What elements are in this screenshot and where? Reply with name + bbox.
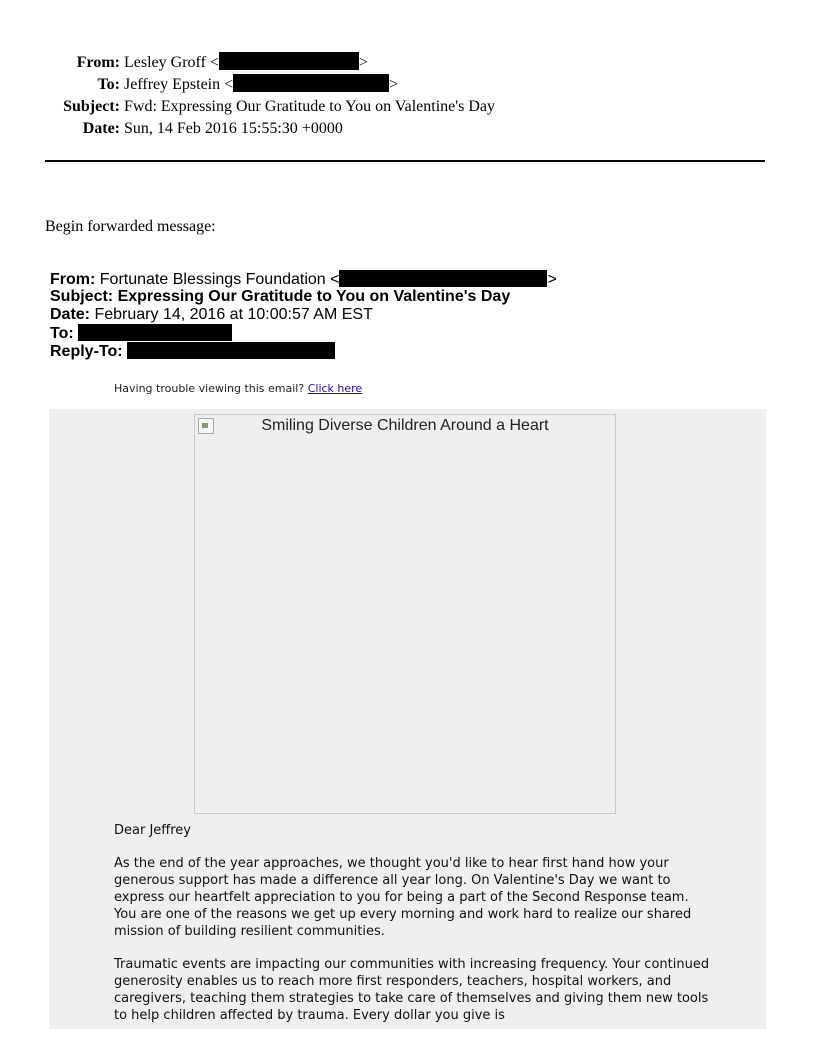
outer-date-value: Sun, 14 Feb 2016 15:55:30 +0000 (124, 120, 343, 137)
image-alt-text: Smiling Diverse Children Around a Heart (261, 417, 549, 434)
outer-to-row (0, 74, 816, 96)
trouble-viewing-line (114, 382, 362, 395)
outer-to-name: Jeffrey Epstein < (124, 76, 234, 93)
inner-from-label: From: (50, 271, 96, 288)
outer-email-header (0, 52, 816, 140)
outer-subject-label: Subject: (63, 98, 120, 115)
inner-date-label: Date: (50, 306, 91, 323)
inner-to-label: To: (50, 325, 74, 342)
outer-to-end: > (389, 76, 399, 93)
inner-date-value: February 14, 2016 at 10:00:57 AM EST (94, 306, 373, 323)
inner-from-row (50, 270, 557, 288)
redaction-box (339, 270, 547, 287)
redaction-box (219, 52, 359, 70)
inner-from-name: Fortunate Blessings Foundation < (99, 271, 340, 288)
outer-subject-value: Fwd: Expressing Our Gratitude to You on Valentine's Day (124, 98, 496, 115)
outer-date-label: Date: (82, 120, 120, 137)
redaction-box (233, 74, 389, 92)
outer-subject-row (0, 96, 816, 118)
outer-to-label: To: (97, 76, 120, 93)
broken-image-frame (194, 414, 616, 814)
inner-date-row (50, 306, 557, 324)
outer-date-row (0, 118, 816, 140)
forwarded-email-header (50, 270, 557, 360)
inner-subject-label: Subject: (50, 288, 114, 305)
body-paragraph: As the end of the year approaches, we thought you'd like to hear first hand how your generous support has made a difference all year long. On Valentine's Day we want to express our heartfelt appreciation to you for being a part of the Second Response team. You are one of the reasons we get up every morning and work hard to realize our shared mission of building resilient communities. (114, 856, 692, 939)
redaction-box (127, 342, 335, 359)
inner-reply-to-row (50, 342, 557, 360)
outer-from-row (0, 52, 816, 74)
outer-from-label: From: (76, 54, 120, 71)
inner-subject-value: Expressing Our Gratitude to You on Valentine's Day (117, 288, 511, 305)
header-divider (45, 160, 765, 162)
trouble-viewing-text: Having trouble viewing this email? (114, 382, 305, 395)
email-body (114, 822, 714, 1040)
greeting: Dear Jeffrey (114, 823, 191, 838)
click-here-link[interactable]: Click here (307, 382, 363, 395)
begin-forwarded-label: Begin forwarded message: (45, 218, 216, 235)
outer-from-name: Lesley Groff < (124, 54, 219, 71)
outer-from-end: > (358, 54, 368, 71)
body-paragraph: Traumatic events are impacting our communities with increasing frequency. Your continued generosity enables us to reach more first responders, teachers, hospital workers, and caregivers, teaching them strategies to take care of themselves and giving them new tools to help children affected by trauma. Every dollar you give is (114, 957, 710, 1023)
inner-from-end: > (547, 271, 557, 288)
inner-subject-row (50, 288, 557, 306)
inner-reply-to-label: Reply-To: (50, 343, 123, 360)
inner-to-row (50, 324, 557, 342)
redaction-box (78, 324, 232, 341)
